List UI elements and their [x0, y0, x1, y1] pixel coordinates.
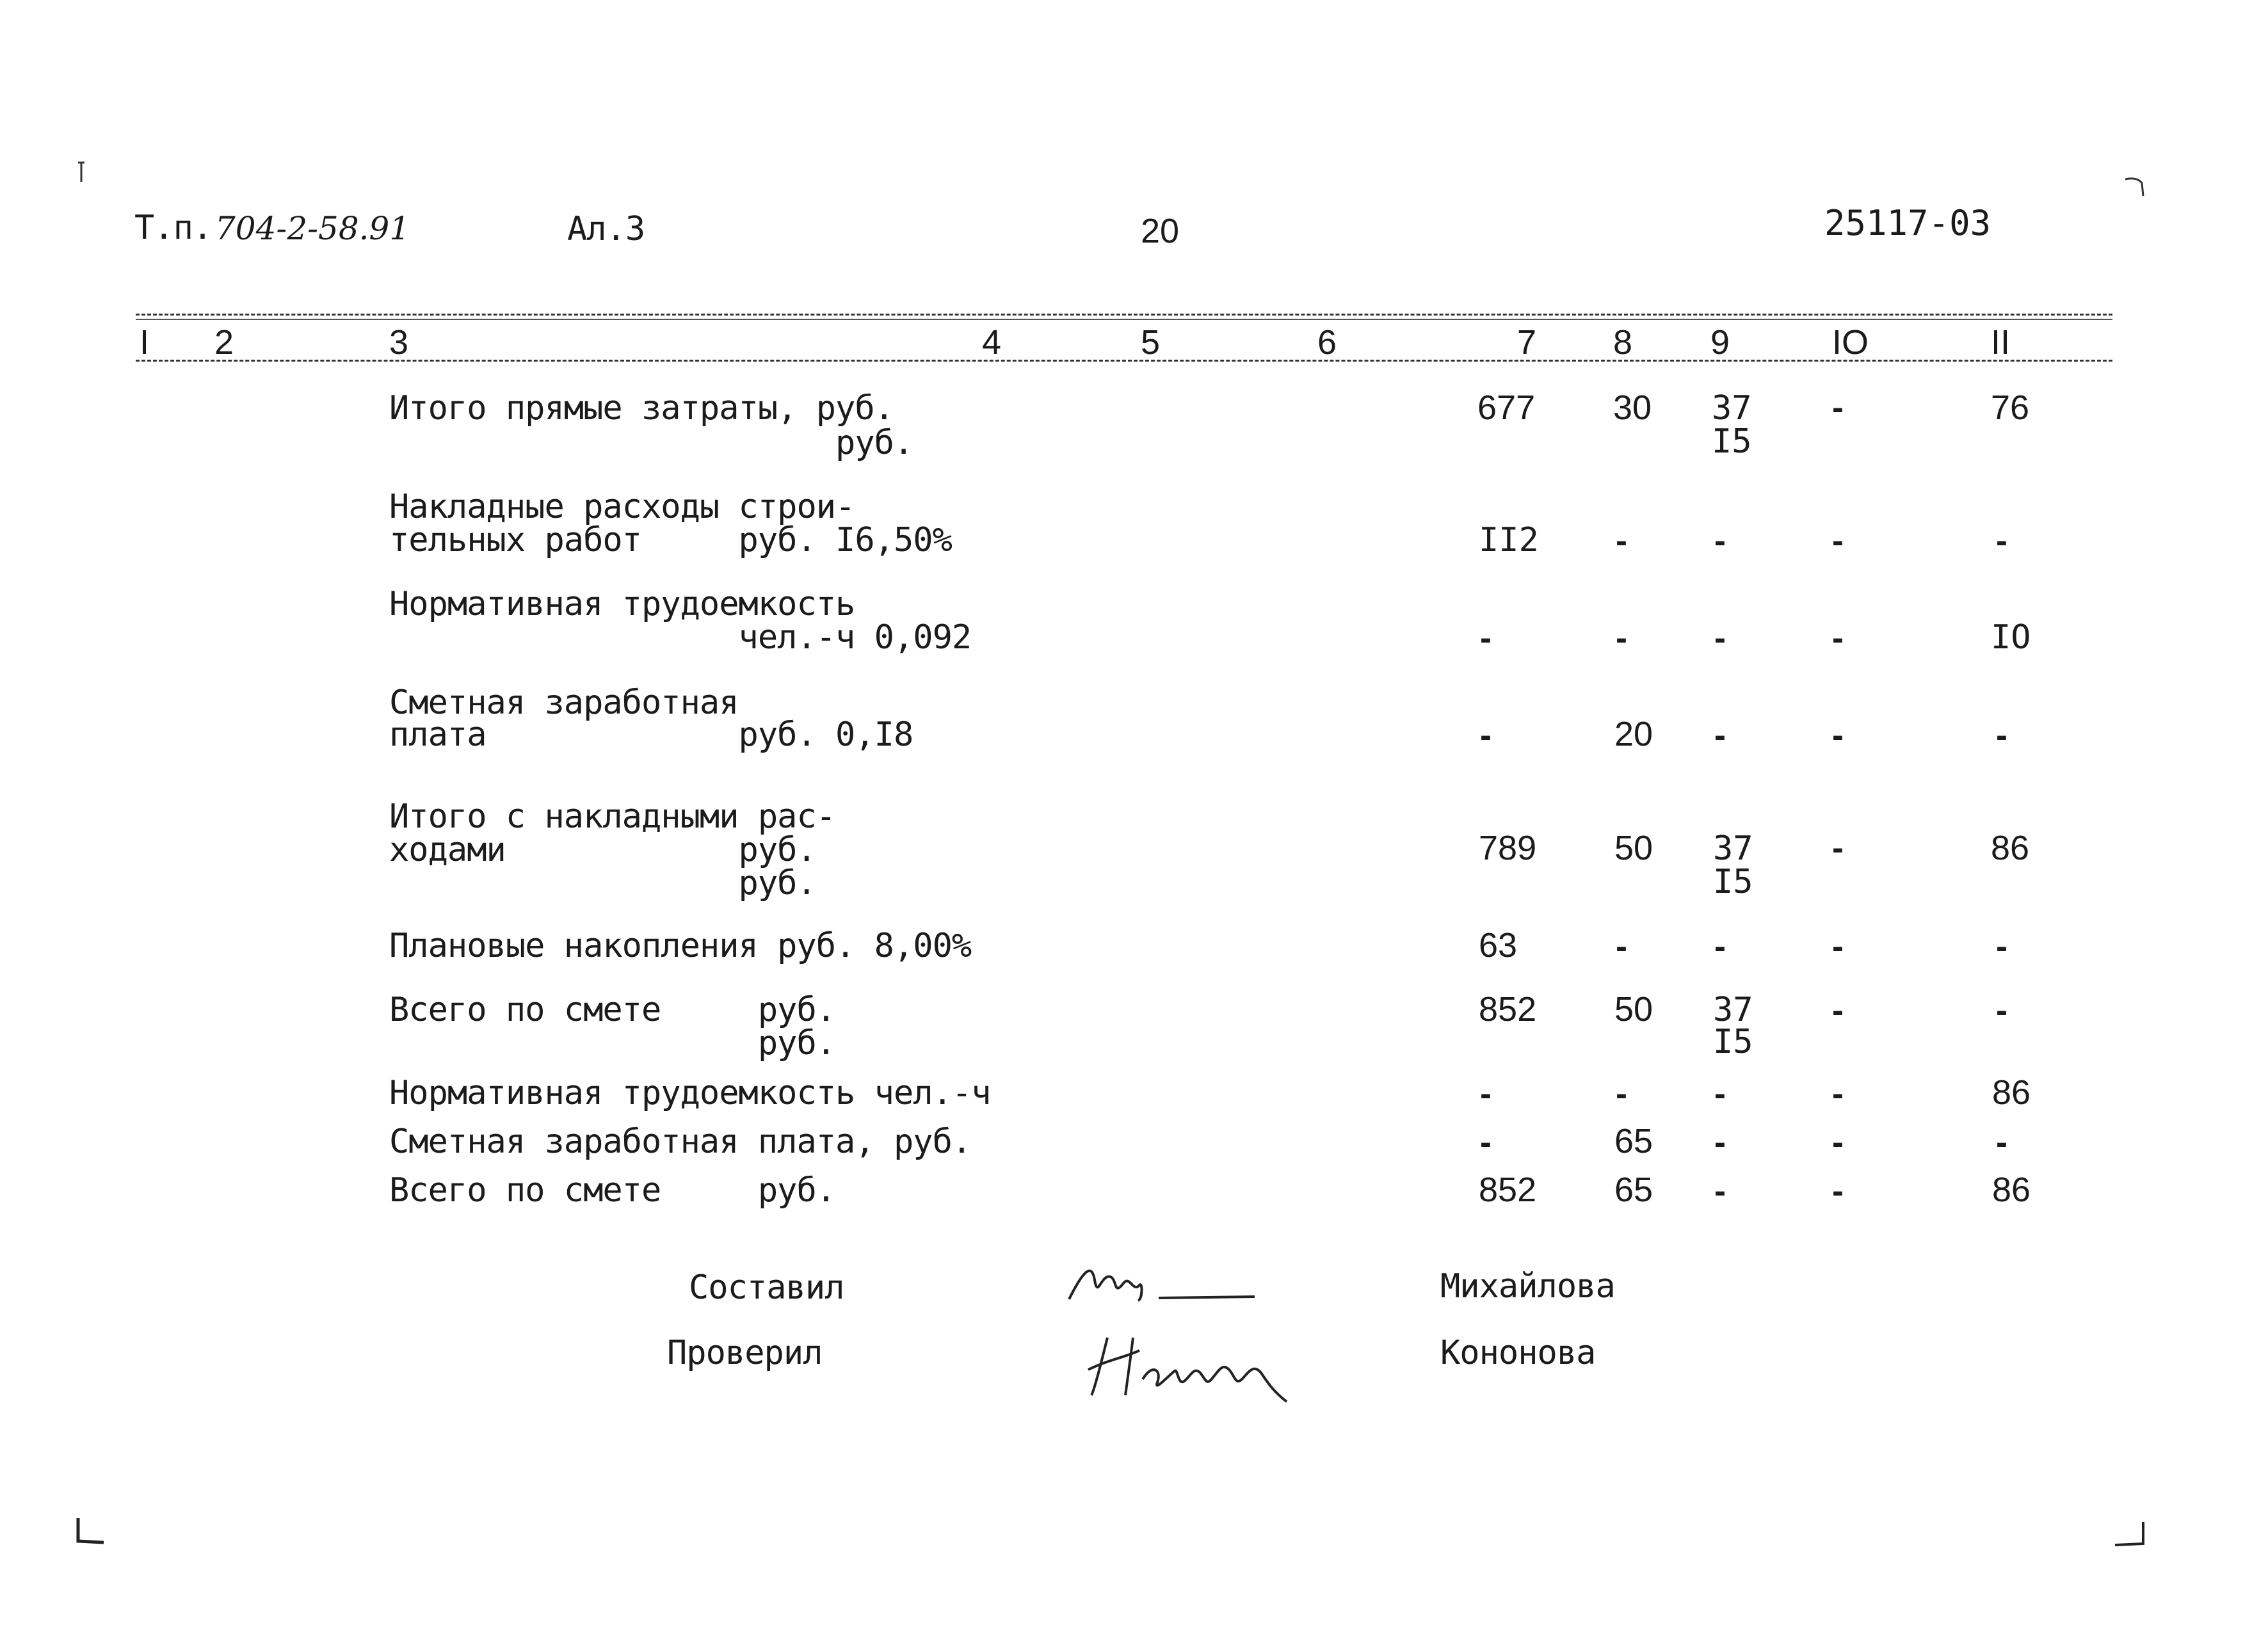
- cell-c9: I5: [1712, 422, 1752, 461]
- col-header-2: 2: [214, 323, 234, 362]
- col-header-11: II: [1991, 323, 2011, 362]
- cell-c9: I5: [1713, 863, 1753, 901]
- cell-c9: 37: [1713, 991, 1753, 1029]
- cell-c7: 63: [1479, 926, 1518, 965]
- checked-name: Кононова: [1440, 1334, 1596, 1372]
- cell-c7: 852: [1479, 990, 1537, 1029]
- col-header-3: 3: [389, 323, 409, 362]
- composed-name: Михайлова: [1440, 1267, 1615, 1306]
- cell-c8: 50: [1614, 829, 1653, 867]
- cell-c8: 65: [1614, 1171, 1653, 1209]
- row-label-line: Итого прямые затраты, руб.: [389, 389, 894, 428]
- row-label-line: Нормативная трудоемкость: [389, 585, 855, 623]
- cell-c11: -: [1996, 522, 2007, 560]
- cell-c8: -: [1616, 927, 1627, 966]
- cell-c9: -: [1714, 522, 1726, 560]
- cell-c10: -: [1832, 1075, 1844, 1113]
- row-label-line: Сметная заработная: [389, 684, 739, 722]
- row-label-line: Накладные расходы строи-: [389, 488, 855, 526]
- cell-c11: 86: [1991, 829, 2030, 867]
- table-top-rule-2: [136, 319, 2112, 320]
- row-label-line: тельных работ руб. I6,50%: [389, 521, 952, 559]
- cell-c9: -: [1714, 619, 1726, 657]
- col-header-6: 6: [1317, 323, 1337, 362]
- signature-checked: [1082, 1325, 1312, 1408]
- cell-c7: -: [1480, 716, 1492, 755]
- cell-c7: 852: [1479, 1171, 1537, 1209]
- cell-c11: -: [1996, 927, 2007, 966]
- header-tp-prefix: Т.п.: [134, 209, 213, 247]
- cell-c9: -: [1714, 1123, 1726, 1162]
- row-label-line: Нормативная трудоемкость чел.-ч: [389, 1074, 991, 1112]
- cell-c10: -: [1832, 1172, 1844, 1210]
- cell-c9: 37: [1713, 829, 1753, 868]
- composed-label: Составил: [689, 1269, 844, 1307]
- row-label-line: руб.: [389, 864, 816, 902]
- cell-c8: 20: [1614, 715, 1653, 753]
- cell-c7: 789: [1479, 829, 1537, 867]
- signature-composed: [1063, 1254, 1267, 1312]
- row-label-line: руб.: [389, 424, 913, 462]
- corner-mark-top-right: [2124, 177, 2150, 202]
- cell-c7: 677: [1477, 388, 1536, 427]
- cell-c11: 86: [1992, 1171, 2031, 1209]
- row-label-line: чел.-ч 0,092: [389, 618, 972, 657]
- col-header-8: 8: [1613, 323, 1633, 362]
- header-page-number: 20: [1141, 212, 1180, 250]
- cell-c11: 86: [1992, 1073, 2031, 1112]
- cell-c10: -: [1832, 927, 1844, 966]
- cell-c8: 65: [1614, 1122, 1653, 1160]
- cell-c9: -: [1714, 927, 1726, 966]
- col-header-7: 7: [1517, 323, 1537, 362]
- cell-c11: -: [1996, 1123, 2007, 1162]
- row-label-line: Итого с накладными рас-: [389, 797, 836, 836]
- cell-c7: -: [1480, 1075, 1492, 1113]
- cell-c8: -: [1616, 1075, 1627, 1113]
- cell-c9: 37: [1712, 389, 1752, 428]
- row-label-line: Всего по смете руб.: [389, 991, 836, 1029]
- cell-c10: -: [1832, 829, 1844, 867]
- col-header-10: IO: [1832, 323, 1869, 362]
- cell-c7: -: [1480, 1123, 1492, 1162]
- table-header-bottom-rule: [136, 360, 2112, 362]
- col-header-5: 5: [1141, 323, 1161, 362]
- cell-c10: -: [1832, 388, 1844, 427]
- cell-c11: 76: [1991, 388, 2030, 427]
- cell-c8: 30: [1613, 388, 1652, 427]
- cell-c11: -: [1996, 991, 2007, 1030]
- row-label-line: руб.: [389, 1024, 836, 1062]
- col-header-9: 9: [1710, 323, 1730, 362]
- header-tp-number: 704-2-58.91: [215, 210, 410, 247]
- cell-c10: -: [1832, 522, 1844, 560]
- row-label-line: ходами руб.: [389, 831, 816, 869]
- cell-c9: -: [1714, 1075, 1726, 1113]
- col-header-1: I: [140, 323, 150, 362]
- corner-mark-bottom-right: [2112, 1521, 2151, 1553]
- corner-mark-bottom-left: [72, 1517, 110, 1549]
- cell-c11: IO: [1991, 618, 2031, 657]
- cell-c10: -: [1832, 619, 1844, 657]
- header-doc-code: 25117-03: [1824, 203, 1991, 243]
- cell-c9: I5: [1713, 1023, 1753, 1061]
- cell-c10: -: [1832, 716, 1844, 755]
- cell-c7: -: [1480, 619, 1492, 657]
- col-header-4: 4: [982, 323, 1002, 362]
- row-label-line: Сметная заработная плата, руб.: [389, 1123, 972, 1161]
- corner-mark-top-left: [76, 160, 88, 186]
- table-top-rule: [136, 314, 2112, 316]
- cell-c9: -: [1714, 716, 1726, 755]
- cell-c10: -: [1832, 1123, 1844, 1162]
- checked-label: Проверил: [667, 1334, 823, 1372]
- row-label-line: плата руб. 0,I8: [389, 716, 913, 754]
- cell-c7: II2: [1479, 521, 1539, 559]
- cell-c9: -: [1714, 1172, 1726, 1210]
- row-label-line: Плановые накопления руб. 8,00%: [389, 927, 972, 965]
- cell-c10: -: [1832, 991, 1844, 1030]
- cell-c8: -: [1616, 522, 1627, 560]
- cell-c8: -: [1616, 619, 1627, 657]
- cell-c8: 50: [1614, 990, 1653, 1029]
- row-label-line: Всего по смете руб.: [389, 1171, 836, 1210]
- header-album: Ал.3: [567, 210, 645, 248]
- cell-c11: -: [1996, 716, 2007, 755]
